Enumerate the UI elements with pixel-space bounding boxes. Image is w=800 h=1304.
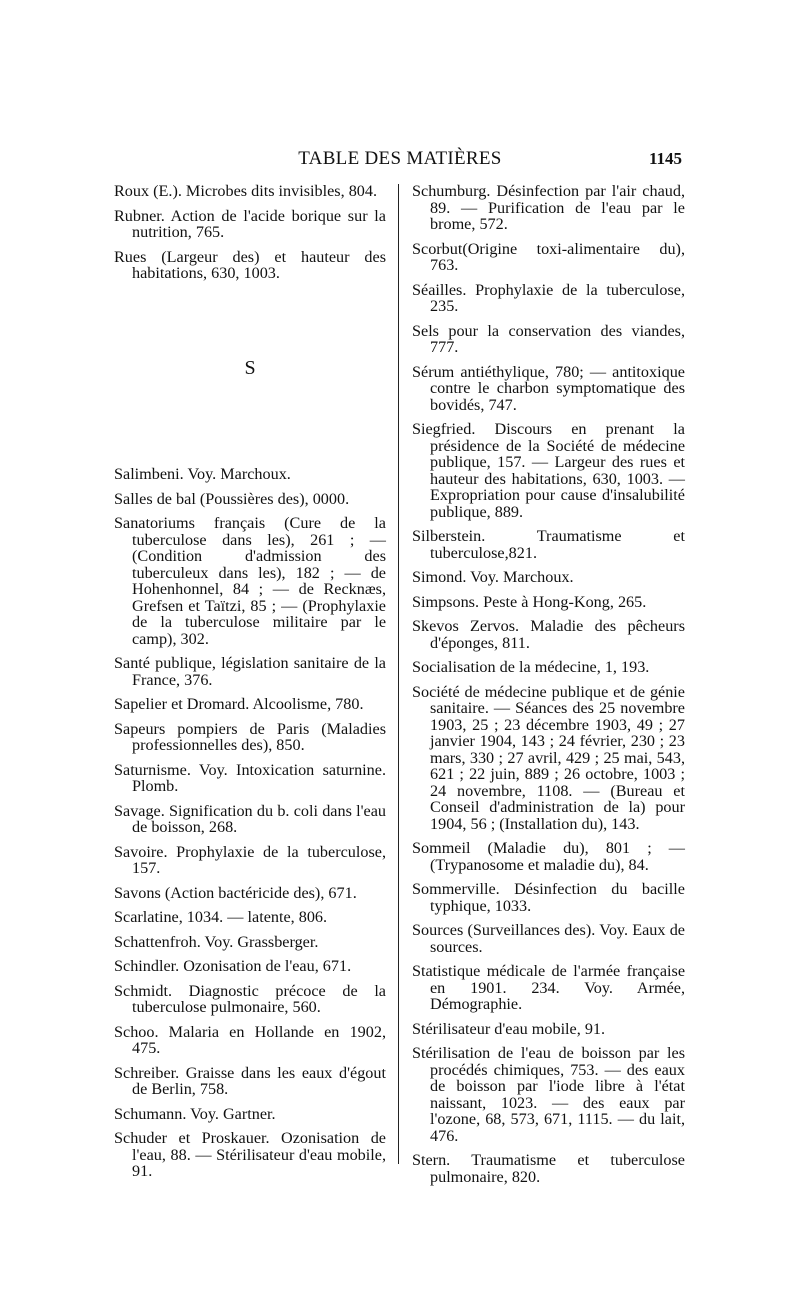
index-entry: Schreiber. Graisse dans les eaux d'égout de Berlin, 758. [114, 1063, 386, 1098]
index-entry: Schumburg. Désinfection par l'air chaud, 89. — Purification de l'eau par le brome, 572. [412, 182, 685, 233]
index-entry: Savons (Action bactéricide des), 671. [114, 883, 357, 902]
index-entry: Santé publique, législation sanitaire de la France, 376. [114, 654, 386, 689]
index-entry: Schattenfroh. Voy. Grassberger. [114, 932, 319, 951]
index-entry: Silberstein. Traumatisme et tuberculose,821. [412, 527, 685, 562]
index-entry: Saturnisme. Voy. Intoxication saturnine. Plomb. [114, 760, 386, 795]
index-entry: Sapelier et Dromard. Alcoolisme, 780. [114, 695, 364, 713]
index-entry: Schindler. Ozonisation de l'eau, 671. [114, 957, 352, 975]
index-entry: Sources (Surveillances des). Voy. Eaux de sources. [412, 921, 685, 956]
index-entry: Savage. Signification du b. coli dans l'eau de boisson, 268. [114, 801, 386, 836]
index-entry: Société de médecine publique et de génie sanitaire. — Séances des 25 novembre 1903, 25 ; 23 décembre 1903, 49 ; 27 janvier 1904, 143 ; 24 février, 230 ; 23 mars, 330 ; 27 avril, 429 ; 25 mai, 543, 621 ; 22 juin, 889 ; 26 octobre, 1003 ; 24 novembre, 1108. — (Bureau et Conseil d'administration de la) pour 1904, 56 ; (Installation du), 143. [412, 682, 685, 833]
index-entry: Skevos Zervos. Maladie des pêcheurs d'éponges, 811. [412, 617, 685, 652]
index-entry: Sapeurs pompiers de Paris (Maladies professionnelles des), 850. [114, 719, 386, 754]
index-entry: Schoo. Malaria en Hollande en 1902, 475. [114, 1022, 386, 1057]
index-entry: Sommerville. Désinfection du bacille typhique, 1033. [412, 880, 685, 915]
index-entry: Simond. Voy. Marchoux. [412, 568, 574, 586]
section-letter: S [244, 356, 256, 379]
index-entry: Stern. Traumatisme et tuberculose pulmonaire, 820. [412, 1151, 685, 1186]
index-entry: Schmidt. Diagnostic précoce de la tuberculose pulmonaire, 560. [114, 981, 386, 1016]
index-entry: Rues (Largeur des) et hauteur des habitations, 630, 1003. [114, 247, 386, 282]
index-entry: Savoire. Prophylaxie de la tuberculose, 157. [114, 842, 386, 877]
index-entry: Siegfried. Discours en prenant la présidence de la Société de médecine publique, 157. — Largeur des rues et hauteur des habitations, 630, 1003. — Expropriation pour cause d'insalubilité publique, 889. [412, 420, 685, 521]
index-entry: Stérilisation de l'eau de boisson par les procédés chimiques, 753. — des eaux de boisson par l'iode libre à l'état naissant, 1023. — des eaux par l'ozone, 68, 573, 671, 1115. — du lait, 476. [412, 1044, 685, 1145]
index-entry: Rubner. Action de l'acide borique sur la nutrition, 765. [114, 206, 386, 241]
column-divider [398, 184, 399, 1164]
page-header [0, 148, 800, 178]
index-entry: Socialisation de la médecine, 1, 193. [412, 658, 650, 676]
index-entry: Sérum antiéthylique, 780; — antitoxique contre le charbon symptomatique des bovidés, 747. [412, 362, 685, 414]
page-number: 1145 [648, 149, 682, 168]
index-entry: Schuder et Proskauer. Ozonisation de l'eau, 88. — Stérilisateur d'eau mobile, 91. [114, 1129, 386, 1180]
index-entry: Salimbeni. Voy. Marchoux. [114, 465, 291, 483]
right-column [412, 183, 685, 1193]
left-column [114, 183, 386, 1188]
index-entry: Séailles. Prophylaxie de la tuberculose, 235. [412, 280, 685, 315]
index-entry: Sommeil (Maladie du), 801 ; — (Trypanosome et maladie du), 84. [412, 839, 685, 874]
index-entry: Sels pour la conservation des viandes, 777. [412, 321, 685, 356]
index-entry: Roux (E.). Microbes dits invisibles, 804. [114, 182, 378, 200]
index-entry: Scorbut(Origine toxi-alimentaire du), 763. [412, 239, 685, 274]
index-entry: Stérilisateur d'eau mobile, 91. [412, 1019, 606, 1038]
index-entry: Scarlatine, 1034. — latente, 806. [114, 908, 328, 926]
index-entry: Statistique médicale de l'armée française en 1901. 234. Voy. Armée, Démographie. [412, 962, 685, 1013]
index-entry: Salles de bal (Poussières des), 0000. [114, 489, 350, 508]
index-entry: Sanatoriums français (Cure de la tuberculose dans les), 261 ; — (Condition d'admission des tuberculeux dans les), 182 ; — de Hohenhonnel, 84 ; — de Recknæs, Grefsen et Taïtzi, 85 ; — (Prophylaxie de la tuberculose militaire par le camp), 302. [114, 514, 386, 648]
index-entry: Schumann. Voy. Gartner. [114, 1104, 276, 1123]
index-entry: Simpsons. Peste à Hong-Kong, 265. [412, 592, 647, 611]
page-title: TABLE DES MATIÈRES [298, 148, 502, 169]
